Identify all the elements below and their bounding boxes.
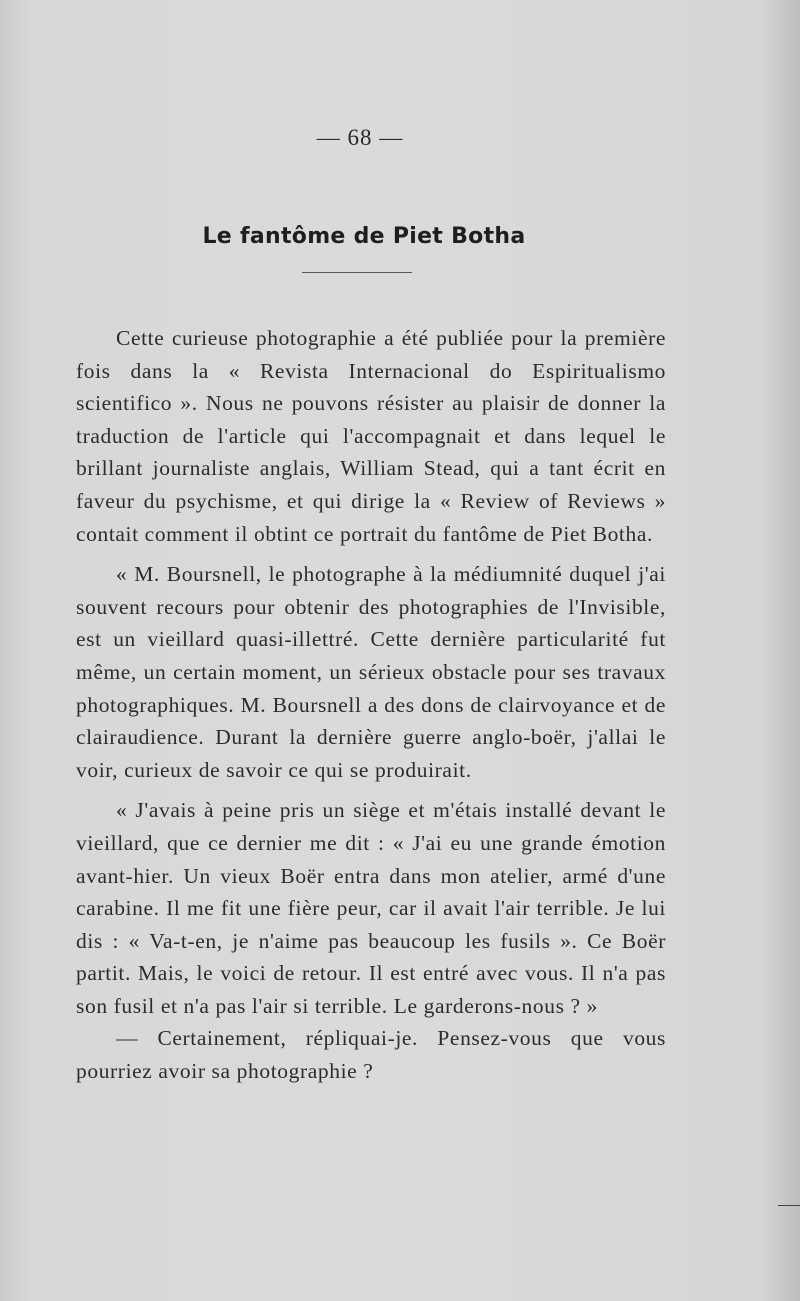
paragraph-boursnell: « M. Boursnell, le photographe à la médiumnité duquel j'ai souvent recours pour obtenir des photographies de l'Invisible, est un vieillard quasi-illettré. Cette dernière particularité fut même, un certain moment, un sérieux obstacle pour ses travaux photographiques. M. Boursnell a des dons de clairvoyance et de clairaudience. Durant la dernière guerre anglo-boër, j'allai le voir, curieux de savoir ce qui se produirait. [76,562,666,782]
paragraph-reply: — Certainement, répliquai-je. Pensez-vous que vous pourriez avoir sa photographie ? [76,1026,666,1084]
chapter-title: Le fantôme de Piet Botha [202,224,526,249]
paragraph-dialogue: « J'avais à peine pris un siège et m'étais installé devant le vieillard, que ce dernier me dit : « J'ai eu une grande émotion avant-hier. Un vieux Boër entra dans mon atelier, armé d'une carabine. Il me fit une fière peur, car il avait l'air terrible. Je lui dis : « Va-t-en, je n'aime pas beaucoup les fusils ». Ce Boër partit. Mais, le voici de retour. Il est entré avec vous. Il n'a pas son fusil et n'a pas l'air si terrible. Le garderons-nous ? » [76,798,666,1018]
body-text [76,322,666,1088]
title-rule [302,272,412,273]
paragraph-intro: Cette curieuse photographie a été publiée pour la première fois dans la « Revista Internacional do Espiritualismo scientifico ». Nous ne pouvons résister au plaisir de donner la traduction de l'article qui l'accompagnait et dans lequel le brillant journaliste anglais, William Stead, qui a tant écrit en faveur du psychisme, et qui dirige la « Review of Reviews » contait comment il obtint ce portrait du fantôme de Piet Botha. [76,326,666,546]
page-number: — 68 — [316,125,404,150]
page-edge-mark [778,1205,800,1206]
